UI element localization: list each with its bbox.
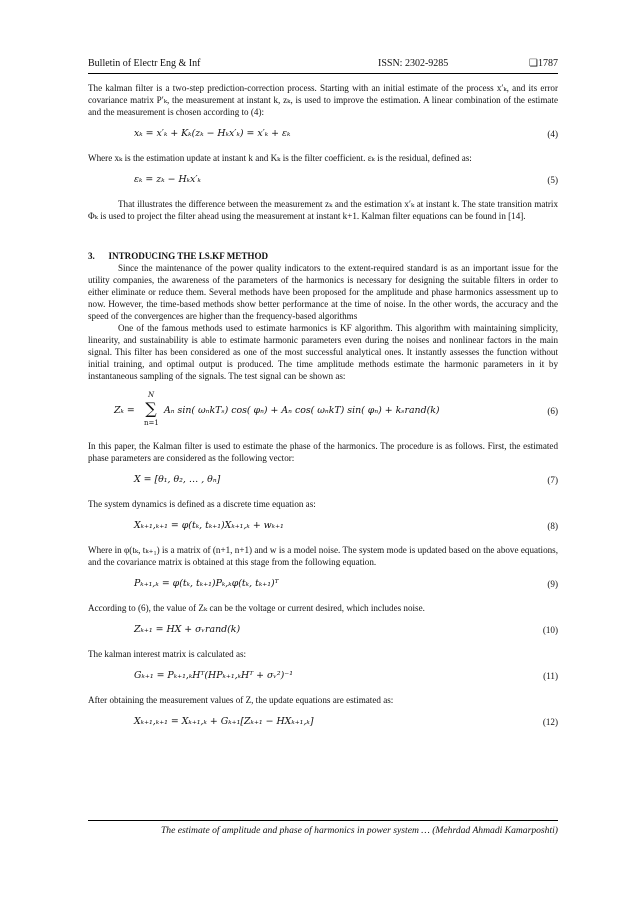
paragraph-power-quality: Since the maintenance of the power quality indicators to the extent-required standard is as an important issue for the utility companies, the awareness of the parameters of the harmonics is necessary for designing the suitable filters in order to either eliminate or reduce them. Several methods have been proposed for the amplitude and phase harmonics assessment up to now. However, the time-based methods show better performance at the time of noise. In the other words, the accuracy and the speed of the convergences are higher than the frequency-based algorithms [88,263,558,321]
footer-rule [88,820,558,821]
equation-4-number: (4) [547,129,558,139]
paragraph-estimation-update: Where xₖ is the estimation update at instant k and Kₖ is the filter coefficient. εₖ is the residual, defined as: [88,153,472,163]
equation-4 [88,125,558,145]
equation-6 [88,389,558,433]
page-number: ❏1787 [529,58,558,69]
equation-8 [88,517,558,537]
equation-7-number: (7) [547,475,558,485]
header-rule [88,73,558,74]
equation-6-math: Aₙ sin( ωₙkTₛ) cos( φₙ) + Aₙ cos( ωₙkT) sin( φₙ) + kₛrand(k) [164,405,440,416]
paragraph-matrix-noise: Where in φ(tₖ, tₖ₊₁) is a matrix of (n+1, n+1) and w is a model noise. The system mode is updated based on the above equations, and the covariance matrix is obtained at this stage from the following equation. [88,545,558,567]
equation-10-math: Zₖ₊₁ = HX + σᵥrand(k) [134,624,241,635]
equation-12-number: (12) [542,717,558,727]
paragraph-procedure: In this paper, the Kalman filter is used to estimate the phase of the harmonics. The procedure is as follows. First, the estimated phase parameters are considered as the following vector: [88,441,558,463]
equation-10-number: (10) [542,625,558,635]
paragraph-kalman-intro: The kalman filter is a two-step prediction-correction process. Starting with an initial estimate of the process x′ₖ, and its error covariance matrix P′ₖ, the measurement at instant k, zₖ, is used to improve the estimation. A linear combination of the estimate and the measurement is chosen according to (4): [88,83,558,117]
equation-12 [88,713,558,733]
equation-4-math: xₖ = x′ₖ + Kₖ(zₖ − Hₖx′ₖ) = x′ₖ + εₖ [134,128,291,139]
equation-11-number: (11) [543,671,558,681]
paragraph-kf-algorithm: One of the famous methods used to estimate harmonics is KF algorithm. This algorithm with maintaining simplicity, linearity, and sustainability is able to estimate harmonic parameters even during the noises and nonlinear factors in the main signal. This filter has been considered as one of the most successful analytical ones. It instantly assesses the function without initial training, and optimal output is produced. The time amplitude methods estimate the harmonic parameters in it by instantaneous sampling of the signals. The test signal can be shown as: [88,323,558,381]
issn: ISSN: 2302-9285 [378,58,449,69]
section-heading: 3. INTRODUCING THE LS.KF METHOD [88,251,269,261]
equation-8-number: (8) [547,521,558,531]
equation-10 [88,621,558,641]
paragraph-update-equations: After obtaining the measurement values of Z, the update equations are estimated as: [88,695,394,705]
equation-11 [88,667,558,687]
summation-sign [144,389,158,429]
equation-9-math: Pₖ₊₁,ₖ = φ(tₖ, tₖ₊₁)Pₖ,ₖφ(tₖ, tₖ₊₁)ᵀ [134,578,279,589]
equation-12-math: Xₖ₊₁,ₖ₊₁ = Xₖ₊₁,ₖ + Gₖ₊₁[Zₖ₊₁ − HXₖ₊₁,ₖ] [134,716,314,727]
equation-11-math: Gₖ₊₁ = Pₖ₊₁,ₖHᵀ(HPₖ₊₁,ₖHᵀ + σᵥ²)⁻¹ [134,670,293,681]
summation-symbol: ∑ [145,399,157,418]
journal-name: Bulletin of Electr Eng & Inf [88,58,201,69]
equation-5 [88,171,558,191]
running-header [88,58,558,74]
equation-5-number: (5) [547,175,558,185]
paragraph-system-dynamics: The system dynamics is defined as a discrete time equation as: [88,499,316,509]
equation-5-math: εₖ = zₖ − Hₖx′ₖ [134,174,201,185]
footer-text: The estimate of amplitude and phase of harmonics in power system … (Mehrdad Ahmadi Kamarposhti) [160,825,558,836]
equation-7-math: X = [θ₁, θ₂, … , θₙ] [134,474,221,485]
running-footer [88,820,558,836]
summation-upper: N [147,391,155,399]
summation-lower: n=1 [144,419,159,427]
equation-6-number: (6) [547,406,558,416]
equation-9-number: (9) [547,579,558,589]
equation-9 [88,575,558,595]
paragraph-zk-value: According to (6), the value of Zₖ can be the voltage or current desired, which includes noise. [88,603,425,613]
equation-7 [88,471,558,491]
paragraph-difference: That illustrates the difference between the measurement zₖ and the estimation x′ₖ at instant k. The state transition matrix Φₖ is used to project the filter ahead using the measurement at instant k+1. Kalman filter equations can be found in [14]. [88,199,558,221]
body-text [88,82,558,740]
paragraph-kalman-interest: The kalman interest matrix is calculated as: [88,649,247,659]
equation-6-lhs: Zₖ = [114,405,135,416]
equation-8-math: Xₖ₊₁,ₖ₊₁ = φ(tₖ, tₖ₊₁)Xₖ₊₁,ₖ + wₖ₊₁ [134,520,284,531]
